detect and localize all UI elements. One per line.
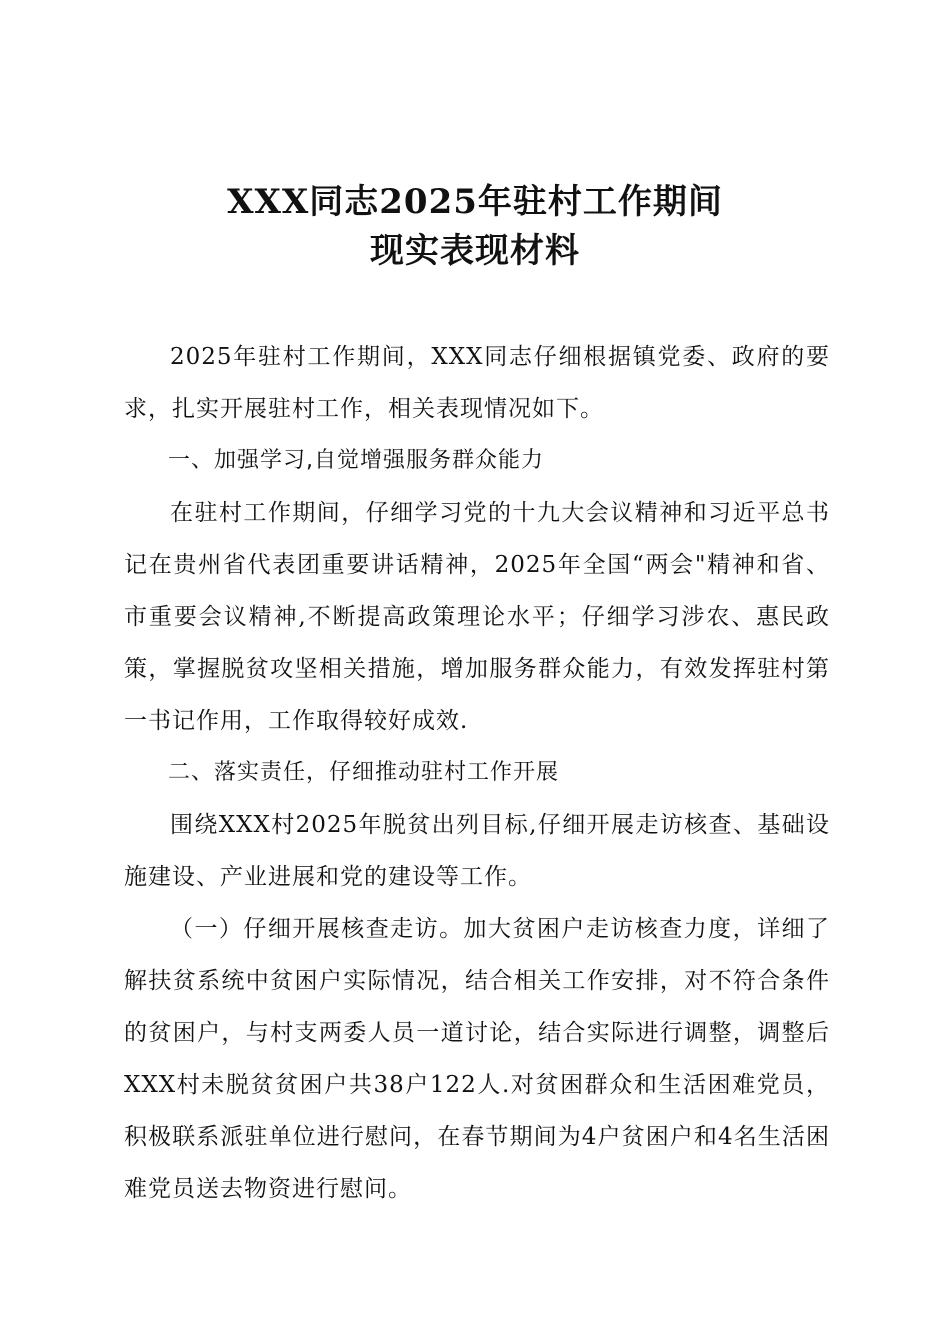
intro-paragraph: 2025年驻村工作期间，XXX同志仔细根据镇党委、政府的要求，扎实开展驻村工作，相关表现情况如下。 <box>124 344 830 422</box>
section2-subsection1-paragraph: （一）仔细开展核查走访。加大贫困户走访核查力度，详细了解扶贫系统中贫困户实际情况，结合相关工作安排，对不符合条件的贫困户，与村支两委人员一道讨论，结合实际进行调整，调整后XXX村未脱贫贫困户共38户122人.对贫困群众和生活困难党员，积极联系派驻单位进行慰问，在春节期间为4户贫困户和4名生活困难党员送去物资进行慰问。 <box>124 916 830 1202</box>
document-title-line2: 现实表现材料 <box>370 231 580 271</box>
section1-paragraph: 在驻村工作期间，仔细学习党的十九大会议精神和习近平总书记在贵州省代表团重要讲话精神，2025年全国“两会"精神和省、市重要会议精神,不断提高政策理论水平；仔细学习涉农、惠民政策，掌握脱贫攻坚相关措施，增加服务群众能力，有效发挥驻村第一书记作用，工作取得较好成效. <box>124 500 830 734</box>
document-title-line1: XXX同志2025年驻村工作期间 <box>227 182 723 222</box>
document-body <box>124 331 830 1215</box>
section2-paragraph: 围绕XXX村2025年脱贫出列目标,仔细开展走访核查、基础设施建设、产业进展和党的建设等工作。 <box>124 812 830 890</box>
section2-heading: 二、落实责任，仔细推动驻村工作开展 <box>168 760 560 785</box>
section1-heading: 一、加强学习,自觉增强服务群众能力 <box>168 448 544 473</box>
